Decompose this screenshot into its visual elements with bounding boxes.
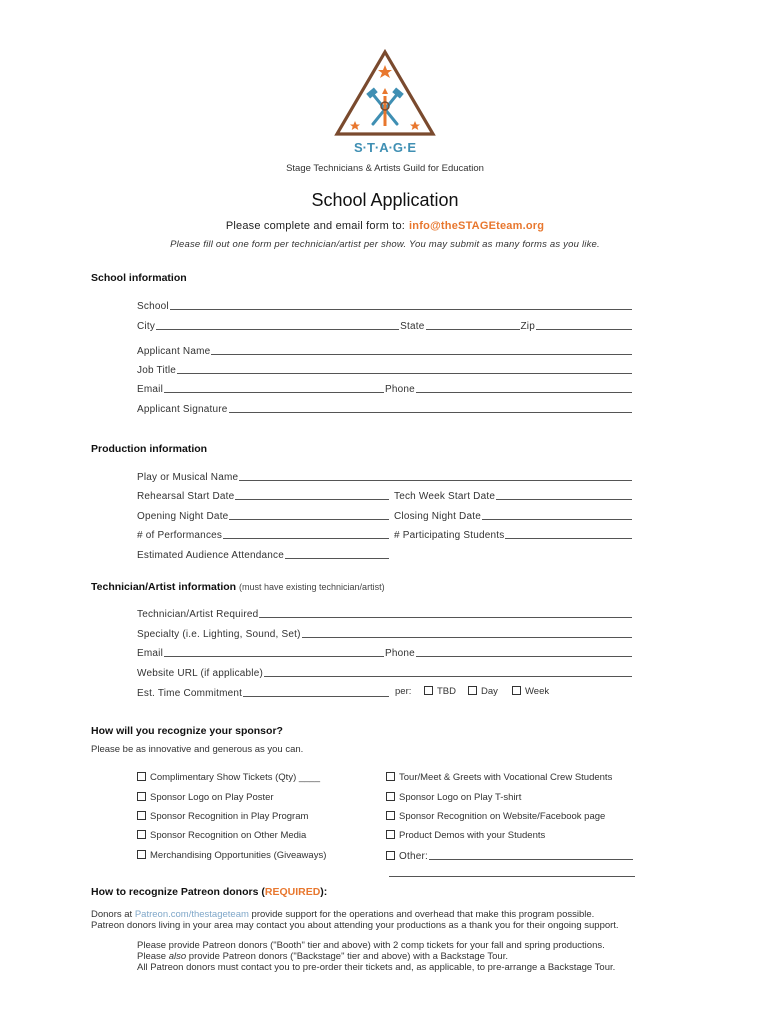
checkbox-icon <box>137 792 146 801</box>
school-info-heading: School information <box>91 272 187 284</box>
checkbox-icon <box>137 850 146 859</box>
sponsor-option-media[interactable]: Sponsor Recognition on Other Media <box>137 830 306 841</box>
commitment-field[interactable]: Est. Time Commitment <box>137 685 390 699</box>
checkbox-icon <box>137 811 146 820</box>
instructions-note: Please fill out one form per technician/artist per show. You may submit as many forms as you like. <box>170 239 600 250</box>
tech-email-phone-row <box>137 645 633 659</box>
technician-info-heading: Technician/Artist information (must have existing technician/artist) <box>91 581 385 593</box>
state-field[interactable] <box>426 329 520 330</box>
email-label: Email <box>137 384 164 395</box>
patreon-paragraph-1: Donors at Patreon.com/thestageteam provide support for the operations and overhead that make this program possible. Patreon donors living in your area may contact you about attending your productions as a thank you for their ongoing support. <box>91 909 619 931</box>
tech-phone-field[interactable] <box>416 656 632 657</box>
email-link[interactable]: info@theSTAGEteam.org <box>409 220 545 232</box>
city-label: City <box>137 321 156 332</box>
sponsor-option-other[interactable]: Other: <box>386 848 634 862</box>
checkbox-icon <box>386 772 395 781</box>
sponsor-option-website[interactable]: Sponsor Recognition on Website/Facebook page <box>386 811 605 822</box>
closing-date-field[interactable]: Closing Night Date <box>394 508 633 522</box>
rehearsal-date-field[interactable]: Rehearsal Start Date <box>137 488 390 502</box>
email-phone-row <box>137 381 633 395</box>
technician-required-field[interactable]: Technician/Artist Required <box>137 606 633 620</box>
website-field[interactable]: Website URL (if applicable) <box>137 665 633 679</box>
sponsor-option-tickets[interactable]: Complimentary Show Tickets (Qty) ____ <box>137 772 320 783</box>
city-state-zip-row <box>137 318 633 332</box>
tech-email-field[interactable] <box>164 656 384 657</box>
zip-field[interactable] <box>536 329 632 330</box>
per-label: per: <box>395 686 412 697</box>
patreon-paragraph-2: Please provide Patreon donors ("Booth" tier and above) with 2 comp tickets for your fall and spring productions. Please also provide Patreon donors ("Backstage" tier and above) with a Backstage Tour. All Patreon donors must contact you to pre-order their tickets and, as applicable, to pre-arrange a Backstage Tour. <box>137 940 616 973</box>
checkbox-icon <box>512 686 521 695</box>
star-icon <box>410 121 420 130</box>
sponsor-option-poster[interactable]: Sponsor Logo on Play Poster <box>137 792 274 803</box>
checkbox-icon <box>386 830 395 839</box>
school-field[interactable]: School <box>137 298 633 312</box>
performances-field[interactable]: # of Performances <box>137 527 390 541</box>
stage-logo <box>333 48 437 158</box>
star-icon <box>350 121 360 130</box>
page-title: School Application <box>311 190 459 210</box>
production-info-heading: Production information <box>91 443 208 455</box>
audience-field[interactable]: Estimated Audience Attendance <box>137 547 390 561</box>
play-name-field[interactable]: Play or Musical Name <box>137 469 633 483</box>
patreon-link[interactable]: Patreon.com/thestageteam <box>134 909 249 920</box>
subtitle-text: Please complete and email form to: <box>225 220 406 232</box>
option-week[interactable]: Week <box>512 686 549 697</box>
sponsor-option-program[interactable]: Sponsor Recognition in Play Program <box>137 811 308 822</box>
tech-email-label: Email <box>137 648 164 659</box>
specialty-field[interactable]: Specialty (i.e. Lighting, Sound, Set) <box>137 626 633 640</box>
zip-label: Zip <box>520 321 535 332</box>
checkbox-icon <box>468 686 477 695</box>
phone-field[interactable] <box>416 392 632 393</box>
sponsor-option-tshirt[interactable]: Sponsor Logo on Play T-shirt <box>386 792 521 803</box>
job-title-field[interactable]: Job Title <box>137 362 633 376</box>
city-field[interactable] <box>156 329 399 330</box>
star-icon <box>378 65 392 78</box>
checkbox-icon <box>137 830 146 839</box>
applicant-name-field[interactable]: Applicant Name <box>137 343 633 357</box>
subtitle <box>0 220 770 232</box>
sponsor-heading: How will you recognize your sponsor? <box>91 725 283 737</box>
opening-date-field[interactable]: Opening Night Date <box>137 508 390 522</box>
tech-week-date-field[interactable]: Tech Week Start Date <box>394 488 633 502</box>
checkbox-icon <box>386 851 395 860</box>
state-label: State <box>400 321 425 332</box>
option-day[interactable]: Day <box>468 686 498 697</box>
checkbox-icon <box>386 811 395 820</box>
svg-text:S·T·A·G·E: S·T·A·G·E <box>353 140 417 155</box>
sponsor-subheading: Please be as innovative and generous as you can. <box>91 744 304 755</box>
signature-field[interactable]: Applicant Signature <box>137 401 633 415</box>
checkbox-icon <box>137 772 146 781</box>
other-continuation-line[interactable] <box>389 866 635 877</box>
option-tbd[interactable]: TBD <box>424 686 456 697</box>
checkbox-icon <box>424 686 433 695</box>
tagline: Stage Technicians & Artists Guild for Education <box>286 163 484 174</box>
phone-label: Phone <box>385 384 415 395</box>
sponsor-option-tour[interactable]: Tour/Meet & Greets with Vocational Crew Students <box>386 772 612 783</box>
sponsor-option-demos[interactable]: Product Demos with your Students <box>386 830 545 841</box>
checkbox-icon <box>386 792 395 801</box>
sponsor-option-merch[interactable]: Merchandising Opportunities (Giveaways) <box>137 850 326 861</box>
patreon-heading: How to recognize Patreon donors (REQUIRED): <box>91 886 328 898</box>
email-field[interactable] <box>164 392 384 393</box>
tech-phone-label: Phone <box>385 648 415 659</box>
students-field[interactable]: # Participating Students <box>394 527 633 541</box>
